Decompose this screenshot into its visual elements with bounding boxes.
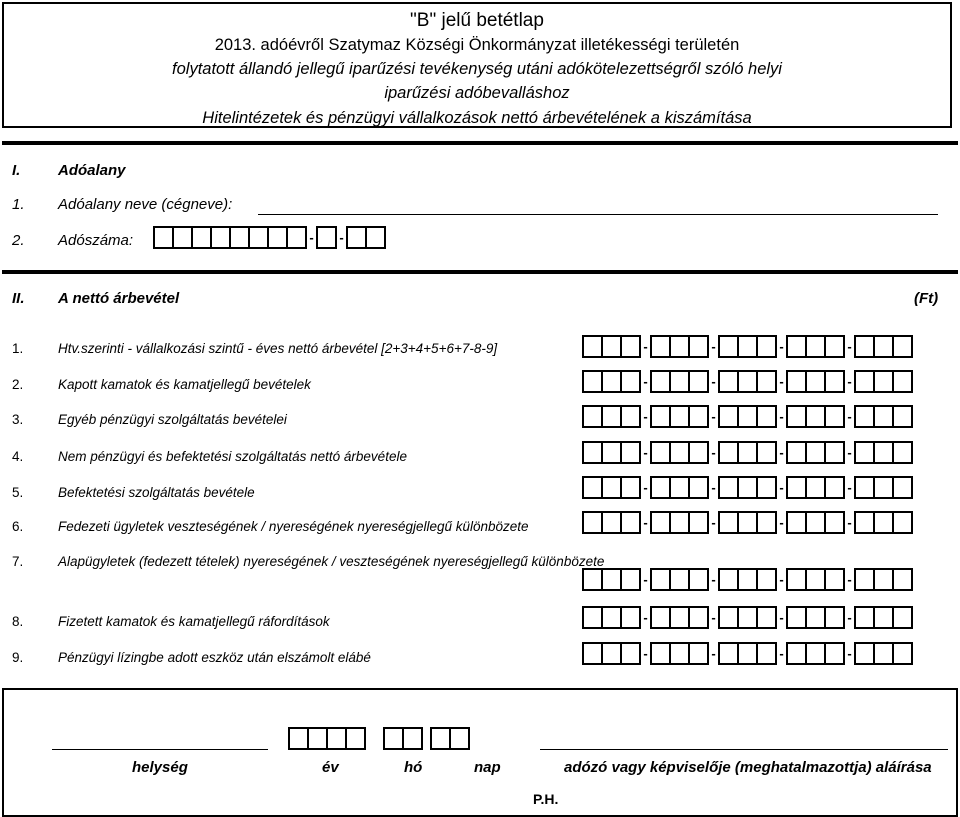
row-label: Kapott kamatok és kamatjellegű bevételek (58, 377, 311, 392)
taxpayer-name-field[interactable] (258, 214, 938, 215)
amount-dash: - (779, 610, 784, 625)
digit-cell[interactable] (824, 335, 845, 358)
row-number: 8. (12, 614, 24, 629)
row-number: 4. (12, 449, 24, 464)
place-label: helység (132, 759, 188, 776)
amount-dash: - (643, 610, 648, 625)
digit-cell[interactable] (669, 405, 690, 428)
row-number: 7. (12, 554, 24, 569)
digit-cell[interactable] (688, 441, 709, 464)
digit-cell[interactable] (718, 642, 739, 665)
year-label: év (322, 759, 339, 776)
amount-field[interactable] (582, 405, 913, 428)
digit-cell[interactable] (854, 405, 875, 428)
amount-dash: - (779, 445, 784, 460)
section-divider-top (2, 141, 958, 145)
amount-dash: - (711, 646, 716, 661)
stamp-label: P.H. (533, 791, 559, 807)
date-cell[interactable] (326, 727, 347, 750)
amount-dash: - (711, 480, 716, 495)
digit-cell[interactable] (669, 511, 690, 534)
amount-field[interactable] (582, 642, 913, 665)
digit-cell[interactable] (582, 568, 603, 591)
digit-cell[interactable] (669, 476, 690, 499)
digit-cell[interactable] (650, 511, 671, 534)
digit-cell[interactable] (650, 568, 671, 591)
amount-dash: - (643, 572, 648, 587)
digit-cell[interactable] (582, 370, 603, 393)
digit-cell[interactable] (873, 642, 894, 665)
digit-cell[interactable] (718, 476, 739, 499)
digit-cell[interactable] (620, 568, 641, 591)
tax-number-field[interactable] (153, 226, 386, 249)
amount-dash: - (643, 646, 648, 661)
header-line-2: 2013. adóévről Szatymaz Községi Önkormányzat illetékességi területén (214, 36, 740, 54)
digit-cell[interactable] (620, 511, 641, 534)
row-number: 3. (12, 412, 24, 427)
amount-dash: - (847, 515, 852, 530)
tax-number-label: Adószáma: (58, 232, 134, 249)
digit-cell[interactable] (669, 370, 690, 393)
digit-cell[interactable] (267, 226, 288, 249)
digit-cell[interactable] (286, 226, 307, 249)
digit-cell[interactable] (737, 511, 758, 534)
digit-cell[interactable] (737, 642, 758, 665)
digit-cell[interactable] (873, 441, 894, 464)
field1-number: 1. (12, 196, 25, 213)
digit-cell[interactable] (191, 226, 212, 249)
amount-dash: - (847, 480, 852, 495)
digit-cell[interactable] (601, 568, 622, 591)
amount-dash: - (711, 445, 716, 460)
digit-cell[interactable] (854, 335, 875, 358)
date-cell[interactable] (288, 727, 309, 750)
amount-dash: - (847, 610, 852, 625)
amount-dash: - (711, 339, 716, 354)
header-line-4: iparűzési adóbevalláshoz (384, 84, 570, 102)
digit-cell[interactable] (854, 370, 875, 393)
digit-cell[interactable] (854, 476, 875, 499)
digit-cell[interactable] (316, 226, 337, 249)
amount-dash: - (643, 445, 648, 460)
amount-dash: - (779, 409, 784, 424)
tax-number-dash: - (309, 230, 314, 245)
digit-cell[interactable] (786, 568, 807, 591)
amount-dash: - (847, 339, 852, 354)
digit-cell[interactable] (756, 568, 777, 591)
digit-cell[interactable] (737, 335, 758, 358)
digit-cell[interactable] (756, 476, 777, 499)
date-cell[interactable] (449, 727, 470, 750)
digit-cell[interactable] (824, 405, 845, 428)
amount-dash: - (847, 572, 852, 587)
amount-field[interactable] (582, 335, 913, 358)
digit-cell[interactable] (582, 511, 603, 534)
row-label: Htv.szerinti - vállalkozási szintű - éves nettó árbevétel [2+3+4+5+6+7-8-9] (58, 341, 498, 356)
digit-cell[interactable] (601, 405, 622, 428)
digit-cell[interactable] (805, 568, 826, 591)
digit-cell[interactable] (210, 226, 231, 249)
digit-cell[interactable] (601, 476, 622, 499)
digit-cell[interactable] (892, 476, 913, 499)
form-title: "B" jelű betétlap (410, 10, 544, 31)
digit-cell[interactable] (824, 511, 845, 534)
digit-cell[interactable] (718, 511, 739, 534)
amount-dash: - (779, 480, 784, 495)
digit-cell[interactable] (620, 476, 641, 499)
date-cell[interactable] (402, 727, 423, 750)
digit-cell[interactable] (582, 405, 603, 428)
taxpayer-name-label: Adóalany neve (cégneve): (58, 196, 233, 213)
row-label: Befektetési szolgáltatás bevétele (58, 485, 255, 500)
amount-dash: - (643, 374, 648, 389)
digit-cell[interactable] (718, 568, 739, 591)
digit-cell[interactable] (669, 568, 690, 591)
place-field[interactable] (52, 749, 268, 750)
digit-cell[interactable] (756, 441, 777, 464)
digit-cell[interactable] (786, 511, 807, 534)
amount-dash: - (779, 339, 784, 354)
date-field[interactable] (288, 727, 470, 750)
digit-cell[interactable] (892, 568, 913, 591)
digit-cell[interactable] (688, 511, 709, 534)
digit-cell[interactable] (873, 511, 894, 534)
amount-dash: - (643, 515, 648, 530)
digit-cell[interactable] (669, 335, 690, 358)
row-label: Fedezeti ügyletek veszteségének / nyereségének nyereségjellegű különbözete (58, 519, 529, 534)
digit-cell[interactable] (601, 511, 622, 534)
date-cell[interactable] (383, 727, 404, 750)
digit-cell[interactable] (854, 568, 875, 591)
row-number: 9. (12, 650, 24, 665)
row-number: 1. (12, 341, 24, 356)
digit-cell[interactable] (737, 568, 758, 591)
digit-cell[interactable] (582, 642, 603, 665)
amount-dash: - (711, 374, 716, 389)
digit-cell[interactable] (756, 405, 777, 428)
amount-dash: - (779, 515, 784, 530)
section1-number: I. (12, 162, 21, 179)
digit-cell[interactable] (620, 405, 641, 428)
digit-cell[interactable] (824, 642, 845, 665)
row-number: 5. (12, 485, 24, 500)
digit-cell[interactable] (786, 606, 807, 629)
amount-dash: - (711, 515, 716, 530)
digit-cell[interactable] (582, 441, 603, 464)
digit-cell[interactable] (824, 370, 845, 393)
digit-cell[interactable] (688, 476, 709, 499)
digit-cell[interactable] (892, 370, 913, 393)
digit-cell[interactable] (688, 370, 709, 393)
digit-cell[interactable] (854, 511, 875, 534)
amount-dash: - (711, 409, 716, 424)
section2-number: II. (12, 290, 25, 307)
digit-cell[interactable] (650, 642, 671, 665)
digit-cell[interactable] (786, 441, 807, 464)
digit-cell[interactable] (718, 335, 739, 358)
digit-cell[interactable] (650, 476, 671, 499)
digit-cell[interactable] (153, 226, 174, 249)
digit-cell[interactable] (650, 405, 671, 428)
digit-cell[interactable] (786, 642, 807, 665)
month-label: hó (404, 759, 423, 776)
date-cell[interactable] (345, 727, 366, 750)
unit-label: (Ft) (914, 290, 939, 307)
row-label: Fizetett kamatok és kamatjellegű ráfordítások (58, 614, 330, 629)
digit-cell[interactable] (650, 335, 671, 358)
digit-cell[interactable] (601, 606, 622, 629)
digit-cell[interactable] (786, 476, 807, 499)
digit-cell[interactable] (892, 511, 913, 534)
digit-cell[interactable] (805, 441, 826, 464)
row-number: 2. (12, 377, 24, 392)
digit-cell[interactable] (582, 476, 603, 499)
amount-dash: - (847, 374, 852, 389)
digit-cell[interactable] (601, 642, 622, 665)
row-label: Nem pénzügyi és befektetési szolgáltatás nettó árbevétele (58, 449, 407, 464)
digit-cell[interactable] (824, 476, 845, 499)
digit-cell[interactable] (718, 370, 739, 393)
amount-field[interactable] (582, 370, 913, 393)
amount-dash: - (711, 572, 716, 587)
row-label: Pénzügyi lízingbe adott eszköz után elszámolt elábé (58, 650, 371, 665)
digit-cell[interactable] (756, 606, 777, 629)
digit-cell[interactable] (892, 405, 913, 428)
digit-cell[interactable] (718, 606, 739, 629)
digit-cell[interactable] (824, 568, 845, 591)
digit-cell[interactable] (601, 335, 622, 358)
digit-cell[interactable] (620, 642, 641, 665)
digit-cell[interactable] (688, 405, 709, 428)
digit-cell[interactable] (669, 642, 690, 665)
digit-cell[interactable] (737, 370, 758, 393)
digit-cell[interactable] (824, 606, 845, 629)
digit-cell[interactable] (854, 606, 875, 629)
signature-field[interactable] (540, 749, 948, 750)
digit-cell[interactable] (756, 642, 777, 665)
amount-field[interactable] (582, 568, 913, 591)
day-label: nap (474, 759, 501, 776)
signer-label: adózó vagy képviselője (meghatalmazottja) aláírása (564, 759, 932, 776)
digit-cell[interactable] (601, 441, 622, 464)
digit-cell[interactable] (873, 476, 894, 499)
digit-cell[interactable] (737, 476, 758, 499)
digit-cell[interactable] (688, 606, 709, 629)
digit-cell[interactable] (873, 568, 894, 591)
digit-cell[interactable] (786, 405, 807, 428)
section-divider-middle (2, 270, 958, 274)
digit-cell[interactable] (854, 642, 875, 665)
digit-cell[interactable] (892, 642, 913, 665)
digit-cell[interactable] (756, 511, 777, 534)
amount-field[interactable] (582, 476, 913, 499)
amount-field[interactable] (582, 511, 913, 534)
digit-cell[interactable] (737, 405, 758, 428)
digit-cell[interactable] (805, 405, 826, 428)
row-label: Egyéb pénzügyi szolgáltatás bevételei (58, 412, 287, 427)
digit-cell[interactable] (582, 606, 603, 629)
amount-dash: - (779, 646, 784, 661)
digit-cell[interactable] (601, 370, 622, 393)
digit-cell[interactable] (756, 370, 777, 393)
digit-cell[interactable] (718, 405, 739, 428)
digit-cell[interactable] (620, 606, 641, 629)
digit-cell[interactable] (786, 370, 807, 393)
amount-field[interactable] (582, 606, 913, 629)
digit-cell[interactable] (805, 606, 826, 629)
date-cell[interactable] (430, 727, 451, 750)
digit-cell[interactable] (873, 405, 894, 428)
amount-dash: - (643, 480, 648, 495)
digit-cell[interactable] (669, 441, 690, 464)
amount-dash: - (711, 610, 716, 625)
digit-cell[interactable] (669, 606, 690, 629)
digit-cell[interactable] (229, 226, 250, 249)
digit-cell[interactable] (737, 441, 758, 464)
amount-field[interactable] (582, 441, 913, 464)
digit-cell[interactable] (873, 606, 894, 629)
digit-cell[interactable] (650, 606, 671, 629)
section1-title: Adóalany (58, 162, 126, 179)
amount-dash: - (847, 646, 852, 661)
digit-cell[interactable] (172, 226, 193, 249)
digit-cell[interactable] (892, 335, 913, 358)
amount-dash: - (643, 339, 648, 354)
digit-cell[interactable] (365, 226, 386, 249)
tax-number-dash: - (339, 230, 344, 245)
digit-cell[interactable] (688, 568, 709, 591)
digit-cell[interactable] (805, 476, 826, 499)
digit-cell[interactable] (854, 441, 875, 464)
digit-cell[interactable] (873, 370, 894, 393)
digit-cell[interactable] (805, 642, 826, 665)
amount-dash: - (779, 374, 784, 389)
header-box (2, 2, 952, 128)
digit-cell[interactable] (248, 226, 269, 249)
digit-cell[interactable] (805, 370, 826, 393)
row-number: 6. (12, 519, 24, 534)
digit-cell[interactable] (688, 335, 709, 358)
digit-cell[interactable] (892, 441, 913, 464)
digit-cell[interactable] (756, 335, 777, 358)
digit-cell[interactable] (620, 370, 641, 393)
digit-cell[interactable] (346, 226, 367, 249)
digit-cell[interactable] (620, 441, 641, 464)
digit-cell[interactable] (786, 335, 807, 358)
field2-number: 2. (12, 232, 25, 249)
digit-cell[interactable] (582, 335, 603, 358)
date-cell[interactable] (307, 727, 328, 750)
digit-cell[interactable] (824, 441, 845, 464)
digit-cell[interactable] (718, 441, 739, 464)
amount-dash: - (779, 572, 784, 587)
row-label: Alapügyletek (fedezett tételek) nyereségének / veszteségének nyereségjellegű különbözete (58, 554, 605, 569)
amount-dash: - (643, 409, 648, 424)
digit-cell[interactable] (873, 335, 894, 358)
digit-cell[interactable] (737, 606, 758, 629)
digit-cell[interactable] (688, 642, 709, 665)
digit-cell[interactable] (650, 441, 671, 464)
digit-cell[interactable] (892, 606, 913, 629)
header-line-5: Hitelintézetek és pénzügyi vállalkozások nettó árbevételének a kiszámítása (202, 109, 752, 127)
digit-cell[interactable] (805, 511, 826, 534)
digit-cell[interactable] (650, 370, 671, 393)
amount-dash: - (847, 409, 852, 424)
section2-title: A nettó árbevétel (58, 290, 180, 307)
digit-cell[interactable] (805, 335, 826, 358)
signature-box (2, 688, 958, 817)
amount-dash: - (847, 445, 852, 460)
digit-cell[interactable] (620, 335, 641, 358)
header-line-3: folytatott állandó jellegű iparűzési tevékenység utáni adókötelezettségről szóló helyi (172, 60, 782, 78)
